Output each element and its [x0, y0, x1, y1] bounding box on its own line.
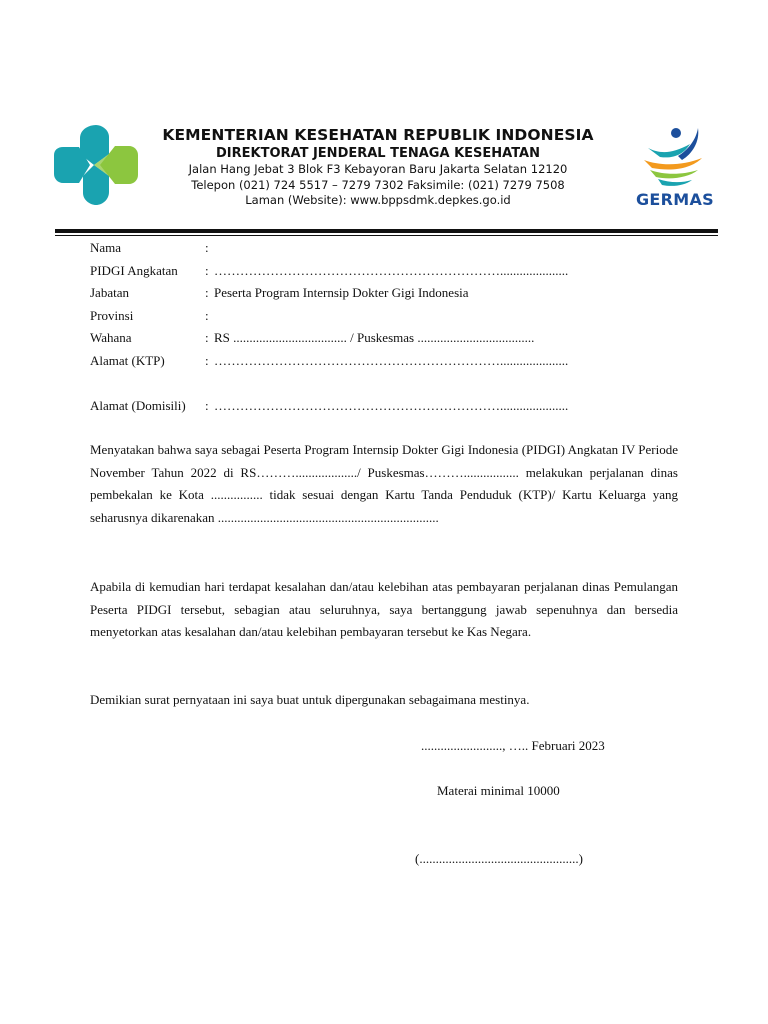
- letterhead-phone: Telepon (021) 724 5517 – 7279 7302 Faksimile: (021) 7279 7508: [191, 177, 565, 192]
- field-label: PIDGI Angkatan: [90, 262, 178, 278]
- field-value: ………………………………………………………….....................: [214, 398, 569, 413]
- field-label: Provinsi: [90, 307, 134, 323]
- field-colon: :: [205, 262, 209, 278]
- place-date: ........................., ….. Februari 2023: [421, 738, 605, 753]
- letterhead-divider-thin: [55, 235, 718, 236]
- field-label: Alamat (KTP): [90, 352, 165, 368]
- liability-paragraph: Apabila di kemudian hari terdapat kesalahan dan/atau kelebihan atas pembayaran perjalanan dinas Pemulangan Peserta PIDGI tersebut, sebagian atau seluruhnya, saya bertanggung jawab sepenuhnya dan bersedia menyetorkan atas kesalahan dan/atau kelebihan pembayaran tersebut ke Kas Negara.: [90, 579, 678, 640]
- field-value: ………………………………………………………….....................: [214, 352, 569, 368]
- signature-name-blank: (.................................................): [415, 851, 583, 866]
- letterhead-divider-thick: [55, 229, 718, 233]
- field-label: Alamat (Domisili): [90, 398, 186, 413]
- directorate-name: DIREKTORAT JENDERAL TENAGA KESEHATAN: [216, 146, 540, 161]
- field-value: ………………………………………………………….....................: [214, 262, 569, 278]
- field-value: Peserta Program Internsip Dokter Gigi Indonesia: [214, 285, 469, 300]
- field-label: Jabatan: [90, 285, 129, 300]
- stamp-note: Materai minimal 10000: [437, 783, 560, 798]
- ministry-name: KEMENTERIAN KESEHATAN REPUBLIK INDONESIA: [162, 126, 594, 144]
- kemenkes-logo-icon: [52, 124, 140, 206]
- field-colon: :: [205, 330, 209, 345]
- closing-sentence: Demikian surat pernyataan ini saya buat untuk dipergunakan sebagaimana mestinya.: [90, 692, 530, 707]
- letterhead-website: Laman (Website): www.bppsdmk.depkes.go.id: [245, 193, 511, 207]
- field-colon: :: [205, 285, 209, 300]
- field-label: Wahana: [90, 330, 132, 345]
- germas-logo-text: GERMAS: [635, 190, 714, 209]
- field-colon: :: [205, 398, 209, 413]
- field-value: RS ................................... / Puskesmas ....................................: [214, 330, 535, 345]
- field-colon: :: [205, 352, 209, 368]
- statement-paragraph: Menyatakan bahwa saya sebagai Peserta Program Internsip Dokter Gigi Indonesia (PIDGI) Angkatan IV Periode November Tahun 2022 di RS……….................../ Puskesmas………................. melakukan perjalanan dinas pembekalan ke Kota ................ tidak sesuai dengan Kartu Tanda Penduduk (KTP)/ Kartu Keluarga yang seharusnya dikarenakan ....................................................................: [90, 442, 678, 526]
- field-colon: :: [205, 307, 209, 323]
- field-colon: :: [205, 240, 209, 255]
- letterhead: [138, 125, 618, 209]
- letterhead-address: Jalan Hang Jebat 3 Blok F3 Kebayoran Baru Jakarta Selatan 12120: [188, 162, 568, 176]
- field-label: Nama: [90, 240, 122, 255]
